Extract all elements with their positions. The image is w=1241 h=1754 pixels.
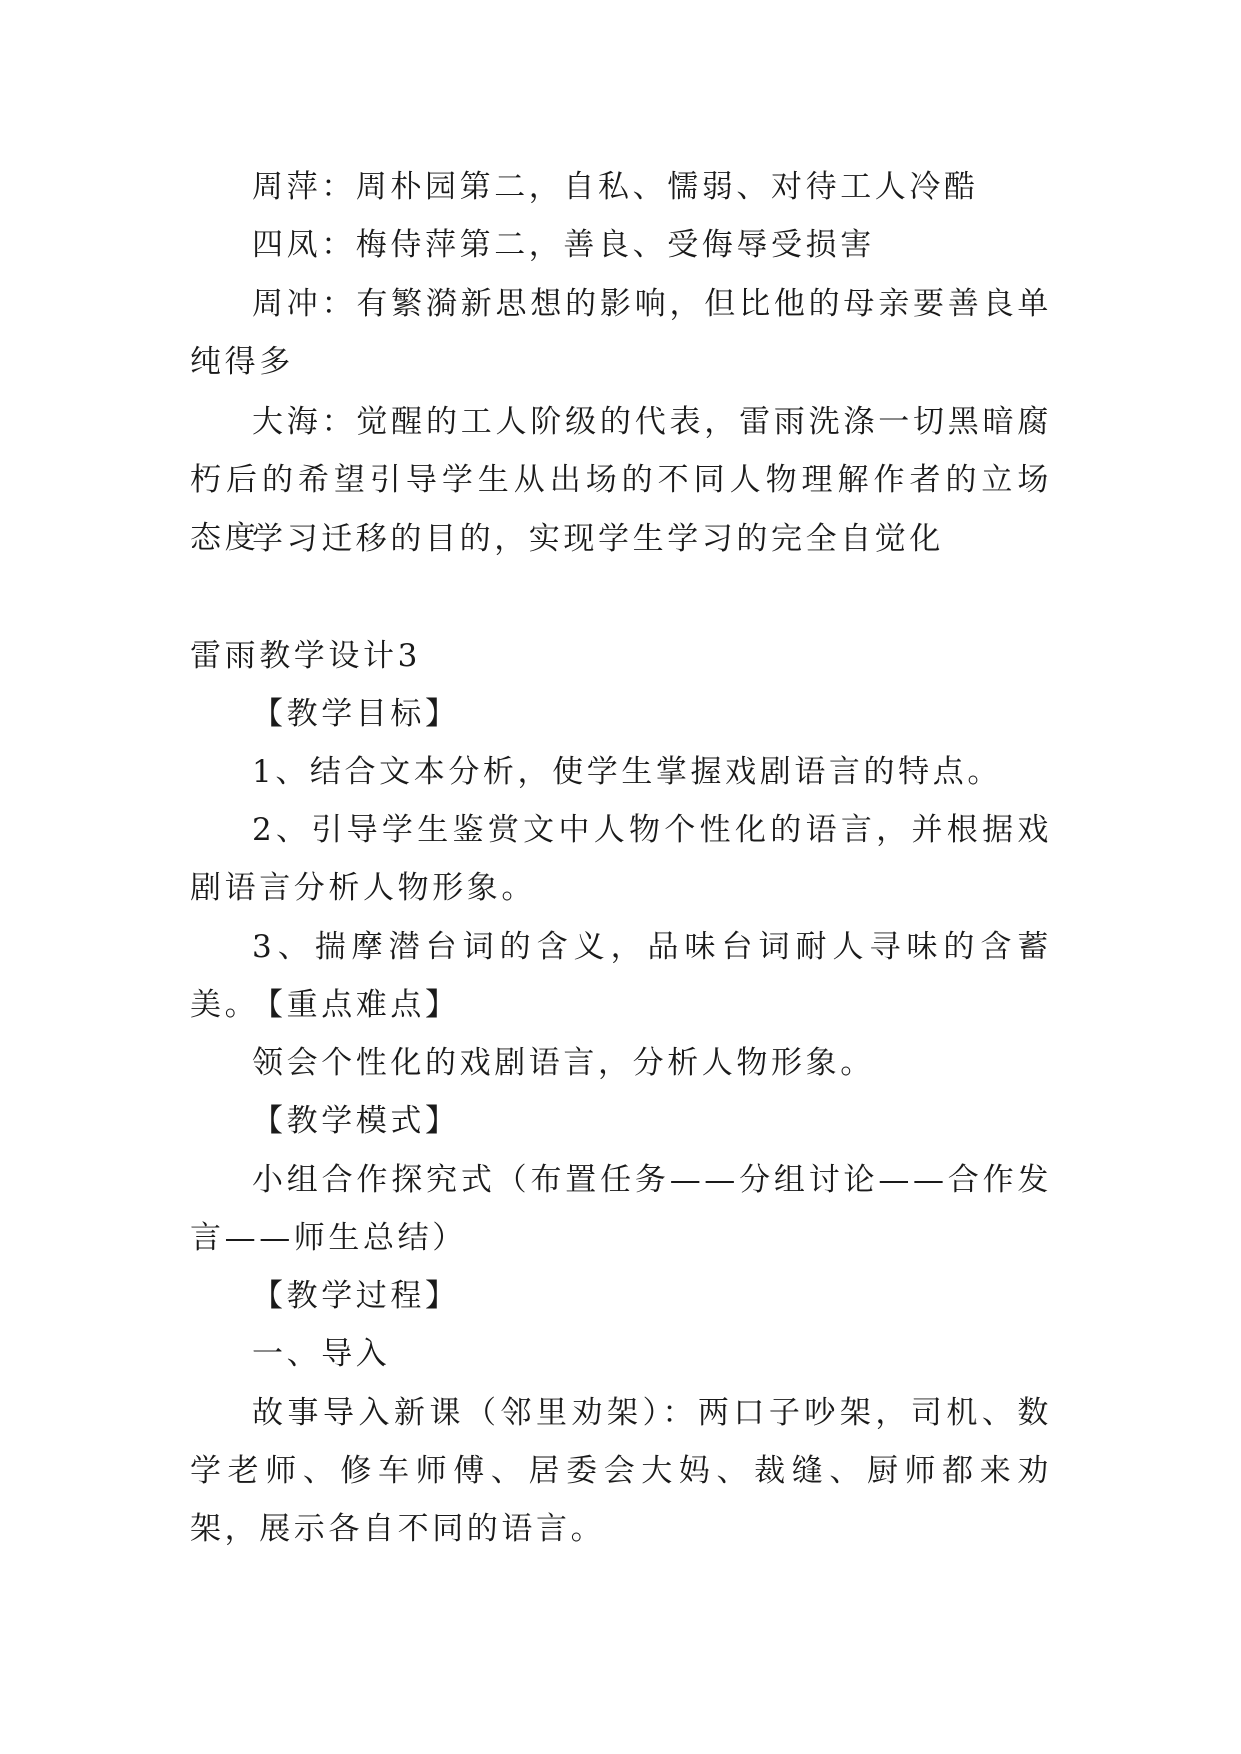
intro-story-text: 故事导入新课（邻里劝架）：两口子吵架，司机、数学老师、修车师傅、居委会大妈、裁缝、厨师都来劝架，展示各自不同的语言。 — [190, 1395, 1052, 1547]
process-step-intro: 一、导入 — [252, 1336, 391, 1372]
teaching-mode-text: 小组合作探究式（布置任务——分组讨论——合作发言——师生总结） — [190, 1162, 1052, 1256]
section-title: 雷雨教学设计3 — [190, 638, 421, 674]
goal-item-2: 2、引导学生鉴赏文中人物个性化的语言，并根据戏剧语言分析人物形象。 — [190, 812, 1052, 906]
paragraph-zhouchong: 周冲：有繁漪新思想的影响，但比他的母亲要善良单纯得多 — [190, 286, 1052, 380]
heading-key-points: 【重点难点】 — [252, 987, 460, 1023]
key-points-text: 领会个性化的戏剧语言，分析人物形象。 — [252, 1045, 875, 1081]
paragraph-transfer: 学习迁移的目的，实现学生学习的完全自觉化 — [252, 521, 944, 557]
heading-teaching-mode: 【教学模式】 — [252, 1103, 460, 1139]
heading-teaching-process: 【教学过程】 — [252, 1278, 460, 1314]
paragraph-zhouping: 周萍：周朴园第二，自私、懦弱、对待工人冷酷 — [252, 169, 979, 205]
paragraph-dahai: 大海：觉醒的工人阶级的代表，雷雨洗涤一切黑暗腐朽后的希望引导学生从出场的不同人物理解作者的立场态度 — [190, 404, 1052, 556]
paragraph-sifeng: 四凤：梅侍萍第二，善良、受侮辱受损害 — [252, 227, 875, 263]
heading-teaching-goals: 【教学目标】 — [252, 696, 460, 732]
goal-item-3: 3、揣摩潜台词的含义，品味台词耐人寻味的含蓄美。 — [190, 929, 1052, 1023]
goal-item-1: 1、结合文本分析，使学生掌握戏剧语言的特点。 — [252, 754, 1002, 790]
